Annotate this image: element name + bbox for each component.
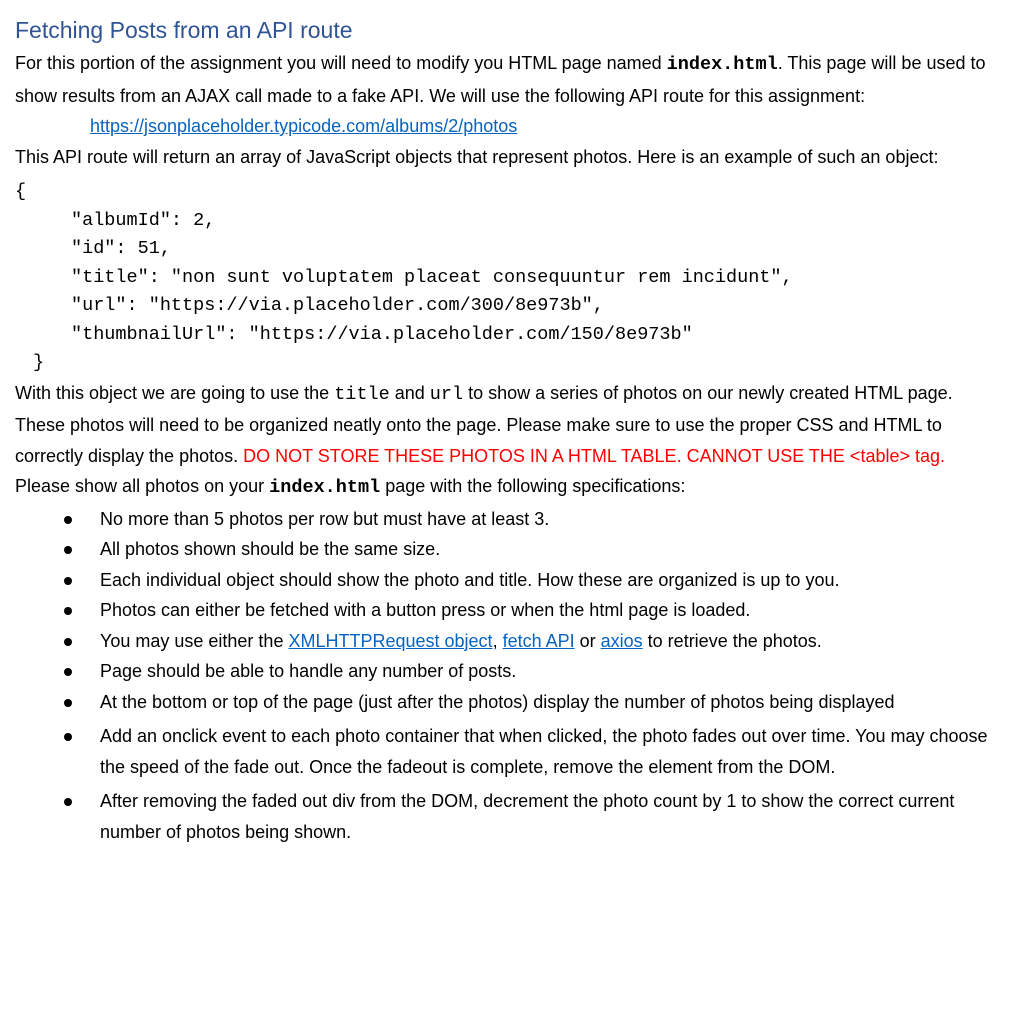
usage-filename: index.html [269, 477, 381, 498]
code-line: "id": 51, [71, 238, 171, 259]
code-open-brace: { [15, 181, 27, 202]
list-item-text: Each individual object should show the photo and title. How these are organized is up to you. [100, 569, 840, 590]
list-item-text: Add an onclick event to each photo container that when clicked, the photo fades out over time. You may choose the speed of the fade out. Once the fadeout is complete, remove the element from the DOM. [100, 726, 988, 777]
example-object-code [15, 178, 1005, 378]
list-item-text-before: You may use either the [100, 630, 289, 651]
axios-link[interactable]: axios [600, 630, 643, 651]
list-item [15, 565, 1005, 596]
usage-url-field: url [429, 383, 464, 405]
usage-title-field: title [334, 383, 390, 405]
usage-text-3: to show a series of photos on our newly created HTML page. These photos will need to be organized neatly onto the page. Please make sure to use the proper CSS and HTML to correctly display the photos. [15, 382, 953, 466]
usage-text-1: With this object we are going to use the [15, 382, 335, 403]
bullet-icon [64, 516, 72, 524]
bullet-icon [64, 699, 72, 707]
list-item-text: At the bottom or top of the page (just after the photos) display the number of photos being displayed [100, 691, 895, 712]
bullet-icon [64, 546, 72, 554]
list-item [15, 595, 1005, 626]
list-item-sep: , [492, 630, 503, 651]
list-item-text: Photos can either be fetched with a button press or when the html page is loaded. [100, 600, 751, 620]
list-item [15, 687, 1005, 718]
list-item [15, 786, 1005, 847]
bullet-icon [64, 638, 72, 646]
intro-text-before: For this portion of the assignment you will need to modify you HTML page named [15, 53, 667, 73]
fetch-api-link[interactable]: fetch API [502, 630, 575, 651]
list-item [15, 721, 1005, 782]
list-item-text: No more than 5 photos per row but must have at least 3. [100, 508, 550, 529]
bullet-icon [64, 733, 72, 741]
api-route-line [15, 111, 1005, 142]
usage-text-5: page with the following specifications: [380, 476, 686, 496]
list-item-text: All photos shown should be the same size. [100, 539, 441, 559]
table-warning: DO NOT STORE THESE PHOTOS IN A HTML TABLE. CANNOT USE THE <table> tag. [243, 445, 946, 466]
code-line: "url": "https://via.placeholder.com/300/8e973b", [71, 295, 604, 316]
document-page [15, 14, 1005, 847]
xmlhttprequest-link[interactable]: XMLHTTPRequest object [288, 630, 493, 651]
list-item-sep: or [574, 630, 601, 651]
bullet-icon [64, 798, 72, 806]
intro-text-after: . This page will be used to show results from an AJAX call made to a fake API. We will use the following API route for this assignment: [15, 53, 986, 106]
usage-paragraph [15, 378, 1005, 504]
intro-paragraph [15, 48, 1005, 111]
code-close-brace: } [33, 352, 45, 373]
intro-filename: index.html [666, 54, 778, 75]
code-line: "thumbnailUrl": "https://via.placeholder.com/150/8e973b" [71, 323, 693, 345]
list-item [15, 656, 1005, 687]
specifications-list [15, 504, 1005, 848]
description-paragraph: This API route will return an array of JavaScript objects that represent photos. Here is an example of such an object: [15, 146, 939, 167]
list-item [15, 534, 1005, 565]
code-line: "title": "non sunt voluptatem placeat consequuntur rem incidunt", [71, 266, 793, 288]
section-heading: Fetching Posts from an API route [15, 17, 353, 43]
code-line: "albumId": 2, [71, 209, 216, 231]
usage-text-2: and [389, 382, 430, 403]
list-item-text-after: to retrieve the photos. [642, 630, 822, 651]
list-item [15, 504, 1005, 535]
list-item-text: Page should be able to handle any number of posts. [100, 661, 517, 681]
bullet-icon [64, 607, 72, 615]
list-item [15, 626, 1005, 657]
bullet-icon [64, 577, 72, 585]
bullet-icon [64, 668, 72, 676]
list-item-text: After removing the faded out div from the DOM, decrement the photo count by 1 to show the correct current number of photos being shown. [100, 791, 955, 842]
api-route-link[interactable]: https://jsonplaceholder.typicode.com/albums/2/photos [90, 116, 518, 136]
usage-text-4: Please show all photos on your [15, 476, 270, 496]
